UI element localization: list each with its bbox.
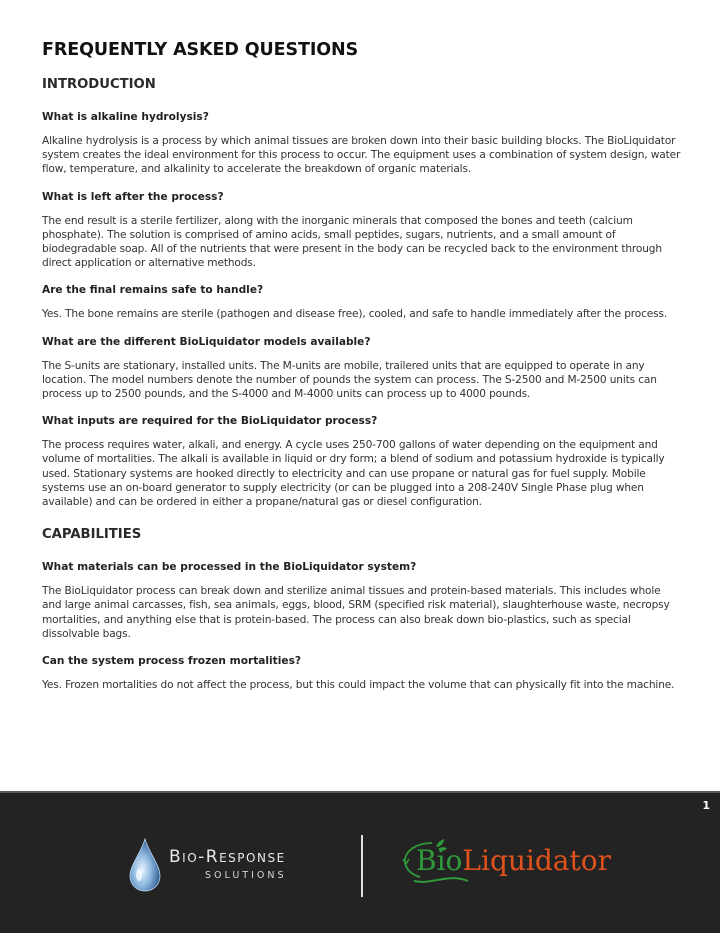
bio-response-subtitle: SOLUTIONS <box>205 870 287 881</box>
faq-answer: The BioLiquidator process can break down and sterilize animal tissues and protein-based materials. This includes whole and large animal carcasses, fish, sea animals, eggs, blood, SRM (specified risk material), slaughterhouse waste, necropsy mortalities, and anything else that is protein-based. The process can also break down bio-plastics, such as special dissolvable bags. <box>42 585 670 640</box>
faq-question: What materials can be processed in the BioLiquidator system? <box>42 561 417 574</box>
faq-document <box>42 38 682 705</box>
faq-item <box>42 190 682 271</box>
bioliquidator-logo <box>402 837 622 887</box>
faq-question: Are the final remains safe to handle? <box>42 284 264 297</box>
faq-item <box>42 414 682 509</box>
page-footer <box>0 791 720 933</box>
faq-answer: Yes. The bone remains are sterile (pathogen and disease free), cooled, and safe to handle immediately after the process. <box>42 308 668 321</box>
faq-question: What is alkaline hydrolysis? <box>42 111 209 123</box>
faq-item <box>42 110 682 177</box>
faq-question: What is left after the process? <box>42 190 224 203</box>
bio-response-logo <box>127 837 342 893</box>
bio-response-wordmark: Bio-Response <box>169 847 286 867</box>
bioliquidator-liquidator: Liquidator <box>462 844 611 877</box>
section-heading-introduction: INTRODUCTION <box>42 77 156 92</box>
faq-item <box>42 283 682 321</box>
faq-answer: Alkaline hydrolysis is a process by which animal tissues are broken down into their basic building blocks. The BioLiquidator system creates the ideal environment for this process to occur. The equipment uses a combination of system design, water flow, temperature, and alkalinity to accelerate the breakdown of organic materials. <box>42 135 681 176</box>
faq-question: What inputs are required for the BioLiquidator process? <box>42 415 378 428</box>
faq-question: Can the system process frozen mortalities? <box>42 655 302 668</box>
bioliquidator-bio: Bio <box>416 844 463 877</box>
bioliquidator-wordmark <box>416 845 611 877</box>
page-title: FREQUENTLY ASKED QUESTIONS <box>42 40 359 60</box>
logo-divider <box>361 835 363 897</box>
faq-item <box>42 335 682 402</box>
faq-question: What are the different BioLiquidator models available? <box>42 335 371 348</box>
section-heading-capabilities: CAPABILITIES <box>42 527 142 543</box>
faq-answer: The process requires water, alkali, and energy. A cycle uses 250-700 gallons of water depending on the equipment and volume of mortalities. The alkali is available in liquid or dry form; a blend of sodium and potassium hydroxide is typically used. Stationary systems are hooked directly to electricity and can use propane or natural gas for fuel supply. Mobile systems use an on-board generator to supply electricity (or can be plugged into a 208-240V Single Phase plug when available) and can be ordered in either a propane/natural gas or diesel configuration. <box>42 439 665 509</box>
faq-answer: The end result is a sterile fertilizer, along with the inorganic minerals that composed the bones and teeth (calcium phosphate). The solution is comprised of amino acids, small peptides, sugars, nutrients, and a small amount of biodegradable soap. All of the nutrients that were present in the body can be recycled back to the environment through direct application or alternative methods. <box>42 214 662 270</box>
faq-item <box>42 560 682 641</box>
faq-answer: Yes. Frozen mortalities do not affect the process, but this could impact the volume that can physically fit into the machine. <box>42 679 675 692</box>
water-drop-icon <box>127 837 163 893</box>
page-number: 1 <box>702 799 710 812</box>
faq-answer: The S-units are stationary, installed units. The M-units are mobile, trailered units that are equipped to operate in any location. The model numbers denote the number of pounds the system can process. The S-2500 and M-2500 units can process up to 2500 pounds, and the S-4000 and M-4000 units can process up to 4000 pounds. <box>42 359 657 401</box>
faq-item <box>42 654 682 692</box>
